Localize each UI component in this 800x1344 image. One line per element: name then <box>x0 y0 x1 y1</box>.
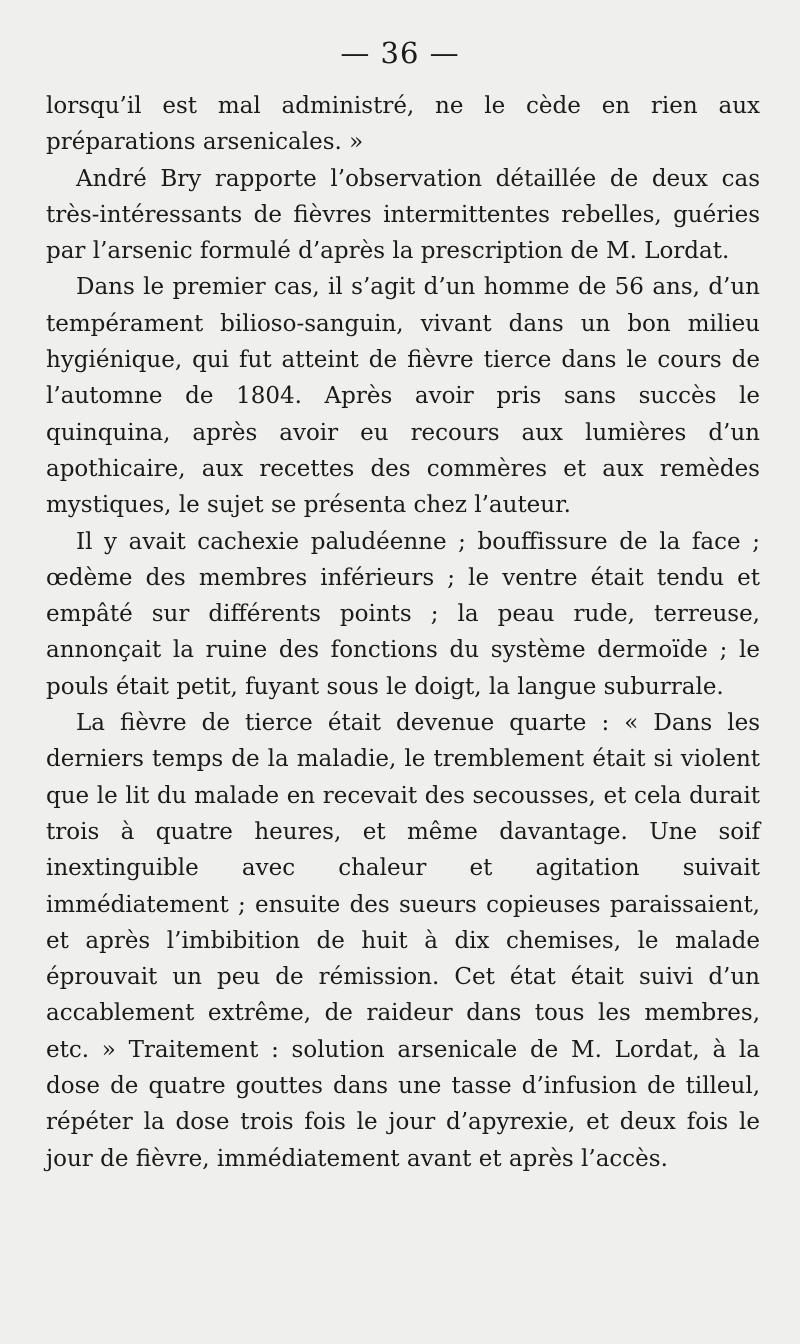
page-number: — 36 — <box>340 36 460 70</box>
paragraph-andre-bry: André Bry rapporte l’observation détaillée de deux cas très-intéressants de fièvres intermittentes rebelles, guéries par l’arsenic formulé d’après la prescription de M. Lordat. <box>46 165 760 265</box>
paragraph-fever-treatment: La fièvre de tierce était devenue quarte : « Dans les derniers temps de la maladie, le tremblement était si violent que le lit du malade en recevait des secousses, et cela durait trois à quatre heures, et même davantage. Une soif inextinguible avec chaleur et agitation suivait immédiatement ; ensuite des sueurs copieuses paraissaient, et après l’imbibition de huit à dix chemises, le malade éprouvait un peu de rémission. Cet état était suivi d’un accablement extrême, de raideur dans tous les membres, etc. » Traitement : solution arsenicale de M. Lordat, à la dose de quatre gouttes dans une tasse d’infusion de tilleul, répéter la dose trois fois le jour d’apyrexie, et deux fois le jour de fièvre, immédiatement avant et après l’accès. <box>46 710 760 1172</box>
paragraph-symptoms: Il y avait cachexie paludéenne ; bouffissure de la face ; œdème des membres inférieurs ; le ventre était tendu et empâté sur différents points ; la peau rude, terreuse, annonçait la ruine des fonctions du système dermoïde ; le pouls était petit, fuyant sous le doigt, la langue suburrale. <box>46 528 760 700</box>
page-body <box>46 88 760 1177</box>
paragraph-first-case: Dans le premier cas, il s’agit d’un homme de 56 ans, d’un tempérament bilioso-sanguin, vivant dans un bon milieu hygiénique, qui fut atteint de fièvre tierce dans le cours de l’automne de 1804. Après avoir pris sans succès le quinquina, après avoir eu recours aux lumières d’un apothicaire, aux recettes des commères et aux remèdes mystiques, le sujet se présenta chez l’auteur. <box>46 274 760 519</box>
paragraph-continuation: lorsqu’il est mal administré, ne le cède en rien aux préparations arsenicales. » <box>46 93 760 156</box>
